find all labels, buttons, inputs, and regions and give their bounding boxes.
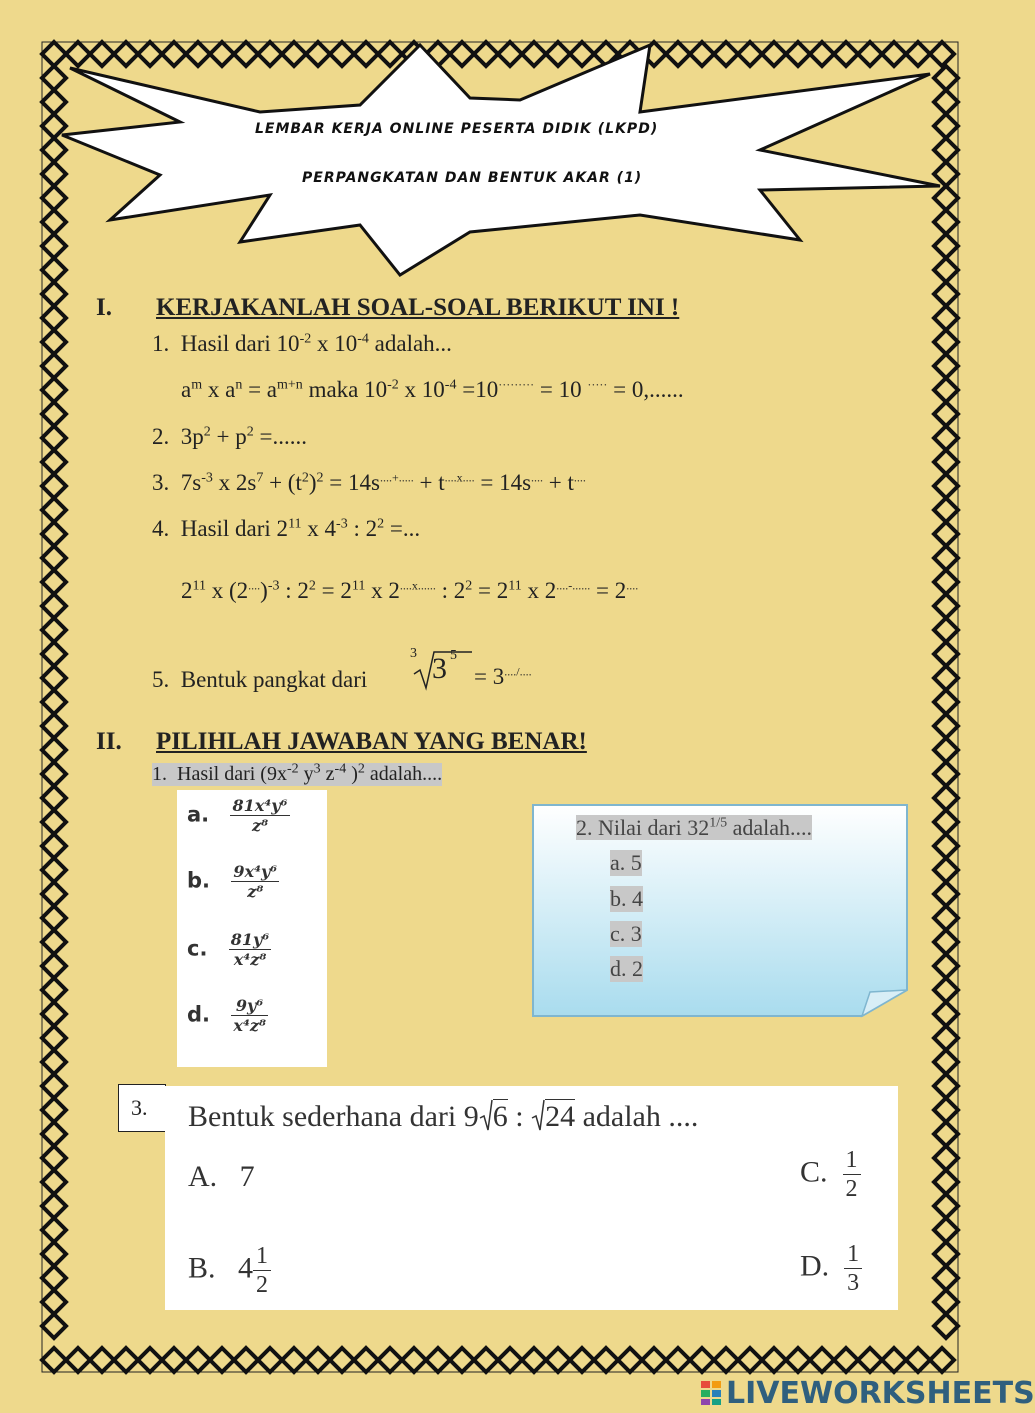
border-diamond xyxy=(570,42,594,66)
border-diamond xyxy=(934,834,958,858)
border-diamond xyxy=(934,402,958,426)
border-diamond xyxy=(934,810,958,834)
border-diamond xyxy=(934,858,958,882)
border-diamond xyxy=(42,306,66,330)
sqrt-icon xyxy=(531,1098,545,1132)
border-diamond xyxy=(114,1348,138,1372)
border-diamond xyxy=(42,738,66,762)
border-diamond xyxy=(42,906,66,930)
border-diamond xyxy=(546,42,570,66)
border-diamond xyxy=(858,42,882,66)
border-diamond xyxy=(934,594,958,618)
question-2-1: 1. Hasil dari ($9x^{-2}$ $y^3$ $z^{-4}$ )$^2$ adalah.... xyxy=(152,761,443,785)
question-1-1-working: $a^m$ x $a^n = a^{m+n}$ maka $10^{-2}$ x $10^{-4} =10^{\cdot\cdot\cdot\cdot\cdot\cdot\cdot\cdot\cdot} = 10$ ····· = 0,...... xyxy=(181,377,684,402)
section-2-heading: II. PILIHLAH JAWABAN YANG BENAR! xyxy=(96,728,587,755)
border-diamond xyxy=(42,186,66,210)
border-diamond xyxy=(474,42,498,66)
border-diamond xyxy=(934,570,958,594)
border-diamond xyxy=(934,210,958,234)
border-diamond xyxy=(522,1348,546,1372)
border-diamond xyxy=(42,786,66,810)
border-diamond xyxy=(42,426,66,450)
border-diamond xyxy=(810,42,834,66)
border-diamond xyxy=(934,954,958,978)
option-2-c[interactable]: c. 3 xyxy=(610,921,642,946)
border-diamond xyxy=(42,546,66,570)
liveworksheets-logo[interactable]: LIVEWORKSHEETS xyxy=(700,1376,1035,1411)
border-diamond xyxy=(690,1348,714,1372)
option-3-A[interactable]: A. 7 xyxy=(188,1160,255,1193)
border-diamond xyxy=(474,1348,498,1372)
border-diamond xyxy=(42,1170,66,1194)
border-diamond xyxy=(42,594,66,618)
question-2-2: 2. Nilai dari $32^{1/5}$ adalah.... xyxy=(576,815,812,840)
border-diamond xyxy=(934,1218,958,1242)
border-diamond xyxy=(786,1348,810,1372)
question-3-text: Bentuk sederhana dari 9 6 : 24 adalah .... xyxy=(188,1100,699,1133)
option-3-B[interactable]: B. 4 $\frac{1}{2}$ xyxy=(188,1242,271,1299)
border-diamond xyxy=(934,450,958,474)
option-d[interactable]: d. $\frac{\text{9y⁶}}{\text{x⁴z⁸}}$ xyxy=(187,996,266,1035)
question-1-4-working: $2^{11}$ x $(2^{....})^{-3}$ : $2^2 = 2^{11}$ x $2^{....x......}$ : $2^2 = 2^{11}$ x 2....-...... = 2.... xyxy=(181,578,639,603)
border-diamond xyxy=(762,1348,786,1372)
border-diamond xyxy=(882,42,906,66)
border-diamond xyxy=(210,42,234,66)
border-diamond xyxy=(934,498,958,522)
border-diamond xyxy=(810,1348,834,1372)
border-diamond xyxy=(42,330,66,354)
border-diamond xyxy=(306,1348,330,1372)
border-diamond xyxy=(354,42,378,66)
border-diamond xyxy=(934,114,958,138)
border-diamond xyxy=(42,666,66,690)
border-diamond xyxy=(934,258,958,282)
border-diamond xyxy=(934,786,958,810)
border-diamond xyxy=(66,1348,90,1372)
border-diamond xyxy=(42,66,66,90)
border-diamond xyxy=(934,1122,958,1146)
border-diamond xyxy=(42,1098,66,1122)
border-diamond xyxy=(42,930,66,954)
border-diamond xyxy=(934,714,958,738)
border-diamond xyxy=(934,1026,958,1050)
border-diamond xyxy=(934,618,958,642)
border-diamond xyxy=(930,42,954,66)
border-diamond xyxy=(42,1314,66,1338)
border-diamond xyxy=(714,42,738,66)
question-1-5: 5. Bentuk pangkat dari xyxy=(152,667,368,692)
border-diamond xyxy=(42,1050,66,1074)
question-1-3: 3. $7s^{-3}$ x $2s^7 + (t^2)^2 = 14s^{....+.....} + t^{....x....} = 14s^{....} + t^{....}$ xyxy=(152,470,586,495)
sqrt-icon xyxy=(479,1098,493,1132)
border-diamond xyxy=(546,1348,570,1372)
border-diamond xyxy=(934,642,958,666)
border-diamond xyxy=(934,1194,958,1218)
option-2-a[interactable]: a. 5 xyxy=(610,850,642,875)
border-diamond xyxy=(42,1026,66,1050)
border-diamond xyxy=(594,1348,618,1372)
border-diamond xyxy=(42,162,66,186)
border-diamond xyxy=(42,1266,66,1290)
border-diamond xyxy=(738,42,762,66)
border-diamond xyxy=(834,42,858,66)
border-diamond xyxy=(42,618,66,642)
border-diamond xyxy=(42,762,66,786)
border-diamond xyxy=(42,1194,66,1218)
border-diamond xyxy=(330,1348,354,1372)
option-3-C[interactable]: C. $\frac{1}{2}$ xyxy=(800,1146,861,1203)
border-diamond xyxy=(934,1074,958,1098)
border-diamond xyxy=(858,1348,882,1372)
border-diamond xyxy=(42,1290,66,1314)
border-diamond xyxy=(934,306,958,330)
border-diamond xyxy=(934,378,958,402)
border-diamond xyxy=(714,1348,738,1372)
cube-root-expression: 3 3 5 = 3..../.... xyxy=(408,648,558,698)
logo-icon xyxy=(700,1380,722,1406)
border-diamond xyxy=(162,42,186,66)
border-diamond xyxy=(934,90,958,114)
border-diamond xyxy=(934,978,958,1002)
border-diamond xyxy=(42,474,66,498)
border-diamond xyxy=(42,858,66,882)
border-diamond xyxy=(934,1314,958,1338)
option-2-b[interactable]: b. 4 xyxy=(610,886,643,911)
border-diamond xyxy=(450,1348,474,1372)
border-diamond xyxy=(642,1348,666,1372)
border-diamond xyxy=(42,90,66,114)
border-diamond xyxy=(402,1348,426,1372)
border-diamond xyxy=(42,570,66,594)
border-diamond xyxy=(738,1348,762,1372)
border-diamond xyxy=(934,1170,958,1194)
question-3-number-box: 3. xyxy=(118,1084,166,1132)
border-diamond xyxy=(186,1348,210,1372)
border-diamond xyxy=(42,402,66,426)
option-2-d[interactable]: d. 2 xyxy=(610,956,643,981)
border-diamond xyxy=(162,1348,186,1372)
border-diamond xyxy=(570,1348,594,1372)
border-diamond xyxy=(934,1242,958,1266)
border-diamond xyxy=(42,1122,66,1146)
border-diamond xyxy=(934,546,958,570)
border-diamond xyxy=(934,882,958,906)
border-diamond xyxy=(210,1348,234,1372)
border-diamond xyxy=(66,42,90,66)
border-diamond xyxy=(930,1348,954,1372)
border-diamond xyxy=(306,42,330,66)
worksheet-subtitle: PERPANGKATAN DAN BENTUK AKAR (1) xyxy=(302,170,643,186)
border-diamond xyxy=(666,42,690,66)
border-diamond xyxy=(934,522,958,546)
border-diamond xyxy=(42,954,66,978)
option-c[interactable]: c. $\frac{\text{81y⁶}}{\text{x⁴z⁸}}$ xyxy=(187,930,270,969)
border-diamond xyxy=(42,42,66,66)
border-diamond xyxy=(42,1002,66,1026)
border-diamond xyxy=(522,42,546,66)
question-2-1-options xyxy=(177,790,327,1067)
border-diamond xyxy=(42,210,66,234)
border-diamond xyxy=(934,1266,958,1290)
border-diamond xyxy=(906,1348,930,1372)
border-diamond xyxy=(354,1348,378,1372)
border-diamond xyxy=(934,186,958,210)
option-3-D[interactable]: D. $\frac{1}{3}$ xyxy=(800,1240,862,1297)
border-diamond xyxy=(934,138,958,162)
border-diamond xyxy=(934,234,958,258)
starburst-banner xyxy=(62,45,940,275)
border-diamond xyxy=(786,42,810,66)
border-diamond xyxy=(42,882,66,906)
border-diamond xyxy=(42,450,66,474)
border-diamond xyxy=(934,1290,958,1314)
border-diamond xyxy=(42,258,66,282)
border-diamond xyxy=(618,1348,642,1372)
border-diamond xyxy=(934,330,958,354)
border-diamond xyxy=(934,66,958,90)
border-diamond xyxy=(934,762,958,786)
option-a[interactable]: a. $\frac{\text{81x⁴y⁶}}{\text{z⁸}}$ xyxy=(187,796,288,835)
border-diamond xyxy=(934,426,958,450)
option-b[interactable]: b. $\frac{\text{9x⁴y⁶}}{\text{z⁸}}$ xyxy=(187,862,278,901)
border-diamond xyxy=(934,738,958,762)
border-diamond xyxy=(90,1348,114,1372)
border-diamond xyxy=(42,498,66,522)
border-diamond xyxy=(42,1242,66,1266)
border-diamond xyxy=(282,1348,306,1372)
border-diamond xyxy=(42,282,66,306)
border-diamond xyxy=(258,42,282,66)
border-diamond xyxy=(934,1146,958,1170)
border-diamond xyxy=(498,1348,522,1372)
border-diamond xyxy=(762,42,786,66)
border-diamond xyxy=(426,1348,450,1372)
border-diamond xyxy=(90,42,114,66)
border-diamond xyxy=(282,42,306,66)
border-diamond xyxy=(934,162,958,186)
border-diamond xyxy=(42,1348,66,1372)
border-diamond xyxy=(330,42,354,66)
border-diamond xyxy=(42,354,66,378)
border-diamond xyxy=(234,1348,258,1372)
border-diamond xyxy=(882,1348,906,1372)
border-diamond xyxy=(934,666,958,690)
question-1-2: 2. $3p^2 + p^2$ =...... xyxy=(152,424,307,449)
border-diamond xyxy=(378,1348,402,1372)
border-diamond xyxy=(934,690,958,714)
border-diamond xyxy=(42,642,66,666)
border-diamond xyxy=(42,690,66,714)
border-diamond xyxy=(42,234,66,258)
border-diamond xyxy=(498,42,522,66)
border-diamond xyxy=(690,42,714,66)
border-diamond xyxy=(42,714,66,738)
border-diamond xyxy=(834,1348,858,1372)
border-diamond xyxy=(42,978,66,1002)
border-diamond xyxy=(234,42,258,66)
border-diamond xyxy=(138,1348,162,1372)
border-diamond xyxy=(378,42,402,66)
worksheet-title: LEMBAR KERJA ONLINE PESERTA DIDIK (LKPD) xyxy=(255,121,659,137)
border-diamond xyxy=(258,1348,282,1372)
border-diamond xyxy=(906,42,930,66)
border-diamond xyxy=(42,1146,66,1170)
border-diamond xyxy=(42,810,66,834)
border-diamond xyxy=(934,1050,958,1074)
border-diamond xyxy=(42,522,66,546)
border-diamond xyxy=(934,930,958,954)
border-diamond xyxy=(42,378,66,402)
border-diamond xyxy=(42,138,66,162)
border-diamond xyxy=(934,354,958,378)
border-diamond xyxy=(934,282,958,306)
question-1-4: 4. Hasil dari $2^{11}$ x $4^{-3}$ : $2^2$ =... xyxy=(152,516,421,541)
border-diamond xyxy=(42,1218,66,1242)
border-diamond xyxy=(934,1098,958,1122)
border-diamond xyxy=(138,42,162,66)
section-1-heading: I. KERJAKANLAH SOAL-SOAL BERIKUT INI ! xyxy=(96,294,680,321)
border-diamond xyxy=(42,1074,66,1098)
border-diamond xyxy=(934,474,958,498)
border-diamond xyxy=(666,1348,690,1372)
border-diamond xyxy=(934,906,958,930)
border-diamond xyxy=(114,42,138,66)
question-1-1: 1. Hasil dari $10^{-2}$ x $10^{-4}$ adalah... xyxy=(152,331,452,356)
border-diamond xyxy=(186,42,210,66)
border-diamond xyxy=(42,834,66,858)
border-diamond xyxy=(934,1002,958,1026)
border-diamond xyxy=(450,42,474,66)
